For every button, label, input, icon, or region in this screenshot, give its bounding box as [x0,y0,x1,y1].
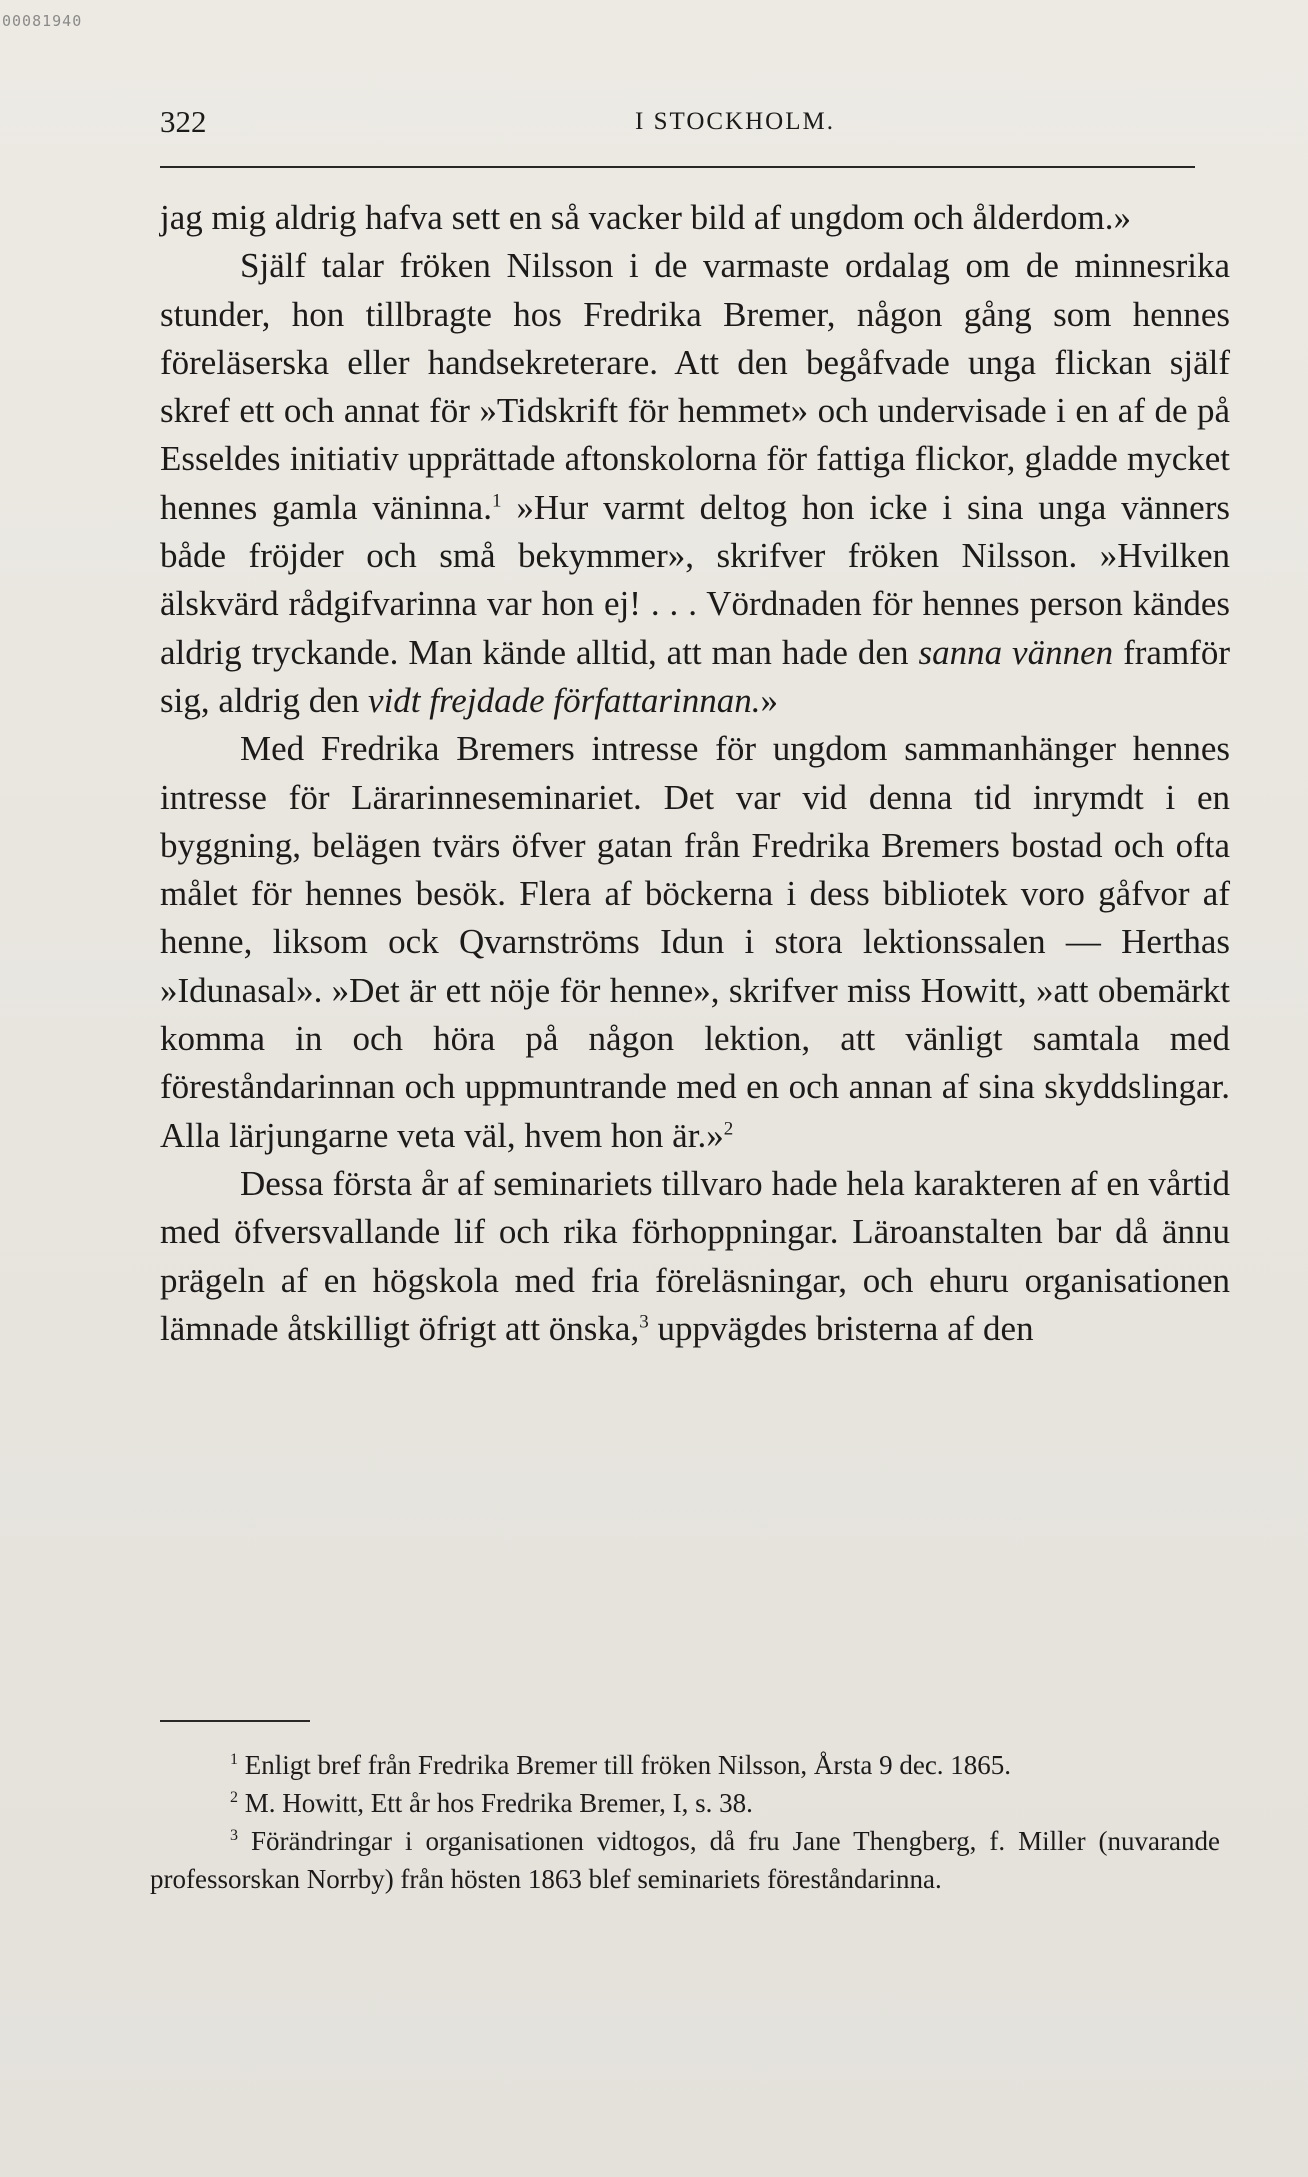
footnote-reference[interactable]: 3 [639,1311,649,1333]
paragraph [160,1160,1230,1353]
paragraph [160,725,1230,1160]
emphasis-text: vidt frejdade författarinnan. [368,680,761,720]
footnote-mark: 2 [230,1789,238,1806]
paragraph-text: » [760,680,778,720]
scan-id-label: 00081940 [2,12,83,30]
page-header [160,104,1230,144]
footnote [150,1746,1220,1784]
paragraph-text: »Hur varmt deltog hon icke i sina unga vänners både fröjder och små bekymmer», skrifver fröken Nilsson. »Hvilken älskvärd rådgifvarinna var hon ej! . . . Vördnaden för hennes person kändes aldrig tryckande. Man kände alltid, att man hade den [160,487,1230,672]
paragraph-text: Med Fredrika Bremers intresse för ungdom sammanhänger hennes intresse för Lärarinneseminariet. Det var vid denna tid inrymdt i en byggning, belägen tvärs öfver gatan från Fredrika Bremers bostad och ofta målet för hennes besök. Flera af böckerna i dess bibliotek voro gåfvor af henne, liksom ock Qvarnströms Idun i stora lektionssalen — Herthas »Idunasal». »Det är ett nöje för henne», skrifver miss Howitt, »att obemärkt komma in och höra på någon lektion, att vänligt samtala med föreståndarinnan och uppmuntrande med en och annan af sina skyddslingar. Alla lärjungarne veta väl, hvem hon är.» [160,729,1230,1155]
paragraph-text: Dessa första år af seminariets tillvaro hade hela karakteren af en vårtid med öfversvallande lif och rika förhoppningar. Läroanstalten bar då ännu prägeln af en högskola med fria föreläsningar, och ehuru organisationen lämnade åtskilligt öfrigt att önska, [160,1163,1230,1348]
paragraph [160,242,1230,725]
header-rule [160,166,1195,168]
footnote [150,1822,1220,1898]
footnote-text: M. Howitt, Ett år hos Fredrika Bremer, I, s. 38. [238,1788,753,1818]
footnote-rule [160,1720,310,1722]
main-text [160,194,1230,1353]
footnote-reference[interactable]: 1 [491,490,502,512]
footnotes [150,1746,1220,1898]
footnote-mark: 3 [230,1827,238,1844]
footnote-reference[interactable]: 2 [723,1117,734,1139]
footnote [150,1784,1220,1822]
page-number: 322 [160,104,207,139]
paragraph-text: Själf talar fröken Nilsson i de varmaste ordalag om de minnesrika stunder, hon tillbragte hos Fredrika Bremer, någon gång som hennes föreläserska eller handsekreterare. Att den begåfvade unga flickan själf skref ett och annat för »Tidskrift för hemmet» och undervisade i en af de på Esseldes initiativ upprättade aftonskolorna för fattiga flickor, gladde mycket hennes gamla väninna. [160,246,1230,527]
running-title: I STOCKHOLM. [635,108,835,135]
paragraph-text: uppvägdes bristerna af den [648,1308,1034,1348]
footnote-text: Förändringar i organisationen vidtogos, då fru Jane Thengberg, f. Miller (nuvarande professorskan Norrby) från hösten 1863 blef seminariets föreståndarinna. [150,1826,1220,1894]
paragraph-text: jag mig aldrig hafva sett en så vacker bild af ungdom och ålderdom.» [160,198,1131,237]
footnote-mark: 1 [230,1751,238,1768]
paragraph-text: framför sig, aldrig den [160,632,1230,720]
footnote-text: Enligt bref från Fredrika Bremer till fröken Nilsson, Årsta 9 dec. 1865. [238,1750,1012,1780]
emphasis-text: sanna vännen [918,632,1114,672]
paragraph [160,194,1230,242]
